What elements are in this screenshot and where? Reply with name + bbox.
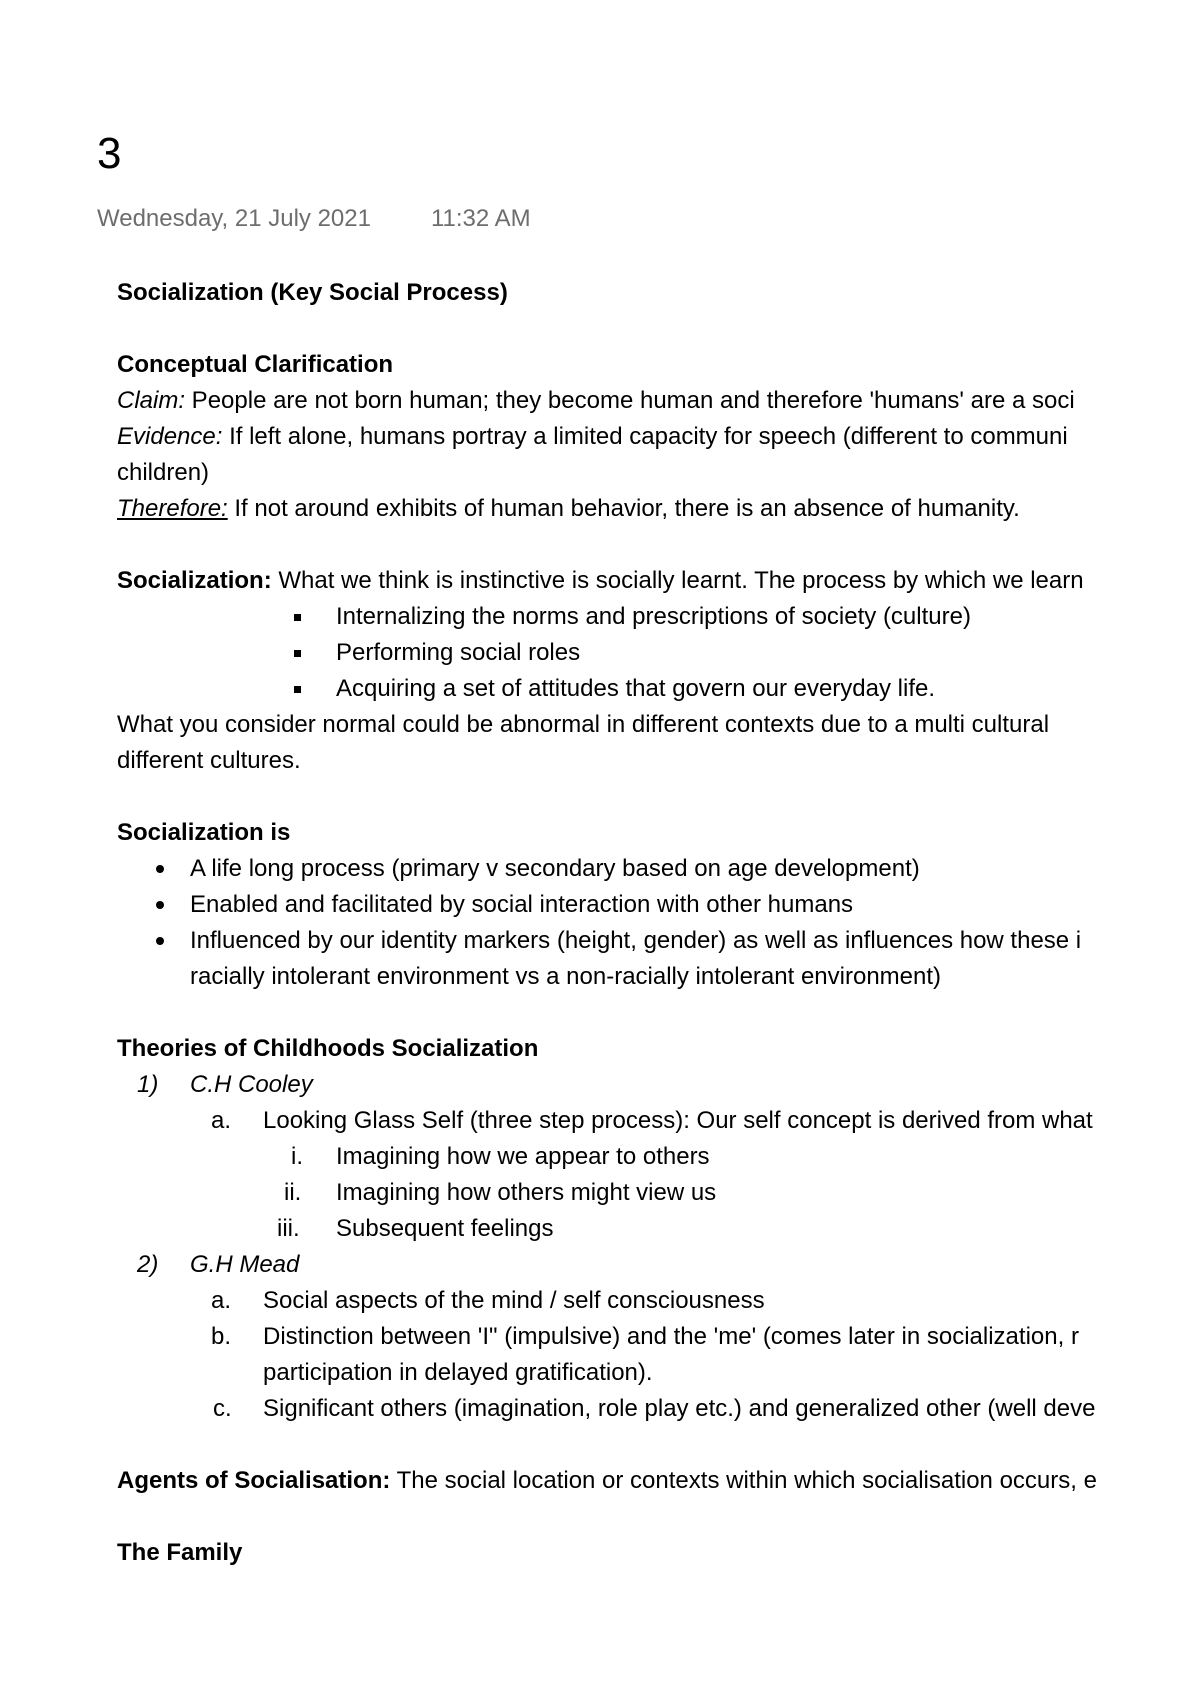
list-item: Acquiring a set of attitudes that govern our everyday life. [117, 671, 1200, 707]
bullet-icon [156, 865, 164, 873]
evidence-line [117, 419, 1200, 455]
definition-line [117, 563, 1200, 599]
list-item: Internalizing the norms and prescriptions of society (culture) [117, 599, 1200, 635]
therefore-line [117, 491, 1200, 527]
therefore-text: If not around exhibits of human behavior, there is an absence of humanity. [227, 495, 1020, 522]
square-bullet-icon [294, 686, 301, 693]
theory-item: b. Distinction between 'I" (impulsive) and the 'me' (comes later in socialization, r [211, 1323, 1079, 1350]
agents-text: The social location or contexts within which socialisation occurs, e [390, 1467, 1097, 1494]
theory-item: a. Social aspects of the mind / self consciousness [211, 1287, 765, 1314]
bullet-icon [156, 937, 164, 945]
evidence-continuation: children) [117, 459, 210, 486]
theory-mead: 2) G.H Mead [137, 1251, 300, 1278]
list-item: Enabled and facilitated by social interaction with other humans [117, 887, 1200, 923]
page-date: Wednesday, 21 July 2021 [97, 205, 371, 232]
list-item: Influenced by our identity markers (height, gender) as well as influences how these i [117, 923, 1200, 959]
claim-label: Claim: [117, 387, 186, 414]
evidence-text: If left alone, humans portray a limited capacity for speech (different to communi [222, 423, 1068, 450]
square-bullet-icon [294, 650, 301, 657]
agents-line [117, 1463, 1200, 1499]
square-bullet-icon [294, 614, 301, 621]
list-item-continuation: racially intolerant environment vs a non-racially intolerant environment) [190, 963, 942, 990]
theory-subitem: ii. Imagining how others might view us [284, 1179, 717, 1206]
theory-subitem: i. Imagining how we appear to others [291, 1143, 710, 1170]
theory-item: a. Looking Glass Self (three step process): Our self concept is derived from what [211, 1107, 1093, 1134]
page-meta [97, 205, 531, 233]
claim-line [117, 383, 1200, 419]
theory-subitem: iii. Subsequent feelings [277, 1215, 554, 1242]
therefore-label: Therefore: [117, 495, 228, 522]
definition-after-2: different cultures. [117, 747, 301, 774]
concept-heading: Conceptual Clarification [117, 351, 394, 378]
claim-text: People are not born human; they become human and therefore 'humans' are a soci [185, 387, 1075, 414]
socialization-is-heading: Socialization is [117, 819, 291, 846]
definition-text: What we think is instinctive is socially learnt. The process by which we learn [271, 567, 1084, 594]
theory-cooley: 1) C.H Cooley [137, 1071, 313, 1098]
theories-heading: Theories of Childhoods Socialization [117, 1035, 539, 1062]
list-item: Performing social roles [117, 635, 1200, 671]
family-heading: The Family [117, 1539, 243, 1566]
theory-item: c. Significant others (imagination, role play etc.) and generalized other (well deve [213, 1395, 1096, 1422]
bullet-icon [156, 901, 164, 909]
definition-after-1: What you consider normal could be abnormal in different contexts due to a multi cultural [117, 711, 1050, 738]
list-item: A life long process (primary v secondary based on age development) [117, 851, 1200, 887]
page-time: 11:32 AM [430, 205, 531, 232]
agents-label: Agents of Socialisation: [117, 1467, 391, 1494]
note-body [117, 275, 1200, 1571]
definition-label: Socialization: [117, 567, 272, 594]
evidence-label: Evidence: [117, 423, 223, 450]
main-heading: Socialization (Key Social Process) [117, 279, 508, 306]
page-title: 3 [97, 129, 122, 178]
theory-item-continuation: participation in delayed gratification). [263, 1359, 653, 1386]
